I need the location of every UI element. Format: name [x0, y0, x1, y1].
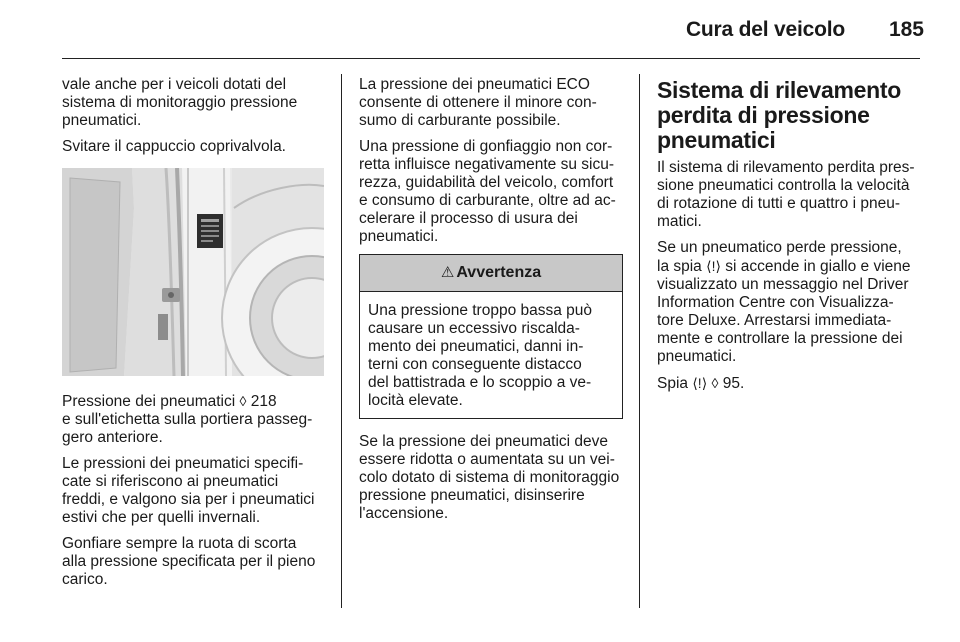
- inline-text: e sull'etichetta sulla portiera passeg- gero anteriore.: [62, 411, 313, 446]
- illustration-drawing: [62, 168, 324, 376]
- page-reference-icon: ◊: [711, 375, 719, 391]
- running-header-title: Cura del veicolo: [685, 18, 845, 41]
- left-column: [62, 76, 334, 597]
- inline-text: Spia: [657, 375, 693, 392]
- page-reference-link[interactable]: 95.: [722, 375, 745, 392]
- paragraph: [657, 374, 927, 393]
- inline-text: Pressione dei pneumatici: [62, 393, 240, 410]
- warning-header: [360, 255, 622, 292]
- page-reference-link[interactable]: 218: [250, 393, 277, 410]
- tyre-pressure-warning-icon: ⟨!⟩: [692, 375, 708, 391]
- paragraph: Se la pressione dei pneumatici deve essere ridotta o aumentata su un vei- colo dotato di sistema di monitoraggio pressione pneumatici, disinserire l'accensione.: [359, 433, 620, 522]
- middle-column: [359, 76, 629, 531]
- paragraph: Svitare il cappuccio coprivalvola.: [62, 138, 286, 155]
- paragraph: [657, 239, 927, 366]
- warning-box: [359, 254, 623, 419]
- right-column: [657, 78, 927, 401]
- inline-text: Se un pneumatico perde pressione, la spia: [657, 239, 902, 275]
- paragraph: vale anche per i veicoli dotati del sistema di monitoraggio pressione pneumatici.: [62, 76, 298, 129]
- column-divider-2: [639, 74, 640, 608]
- section-heading: Sistema di rilevamento perdita di pressione pneumatici: [657, 77, 901, 153]
- paragraph: [62, 392, 334, 447]
- page-number: 185: [888, 18, 924, 41]
- paragraph: Il sistema di rilevamento perdita pres- sione pneumatici controlla la velocità di rotazione di tutti e quattro i pneu- matici.: [657, 159, 915, 230]
- inline-text: si accende in giallo e viene visualizzato un messaggio nel Driver Information Centre con Visualizza- tore Deluxe. Arrestarsi immediata- mente e controllare la pressione dei pneumatici.: [657, 258, 911, 365]
- paragraph: Le pressioni dei pneumatici specifi- cate si riferiscono ai pneumatici freddi, e valgono sia per i pneumatici estivi che per quelli invernali.: [62, 455, 315, 526]
- warning-triangle-icon: ⚠: [440, 264, 455, 281]
- tyre-pressure-warning-icon: ⟨!⟩: [706, 258, 721, 274]
- column-divider-1: [341, 74, 342, 608]
- warning-text: Una pressione troppo bassa può causare un eccessivo riscalda- mento dei pneumatici, danni in- terni con conseguente distacco del battistrada e lo scoppio a ve- locità elevate.: [368, 302, 593, 409]
- door-pillar-tyre-label-illustration: [62, 168, 324, 376]
- warning-title: Avvertenza: [456, 264, 542, 281]
- header-rule: [62, 58, 920, 59]
- paragraph: Una pressione di gonfiaggio non cor- retta influisce negativamente su sicu- rezza, guidabilità del veicolo, comfort e consumo di carburante, oltre ad ac- celerare il processo di usura dei pneumatici.: [359, 138, 616, 245]
- paragraph: Gonfiare sempre la ruota di scorta alla pressione specificata per il pieno carico.: [62, 535, 316, 588]
- page-reference-icon: ◊: [239, 393, 247, 409]
- paragraph: La pressione dei pneumatici ECO consente di ottenere il minore con- sumo di carburante possibile.: [359, 76, 597, 129]
